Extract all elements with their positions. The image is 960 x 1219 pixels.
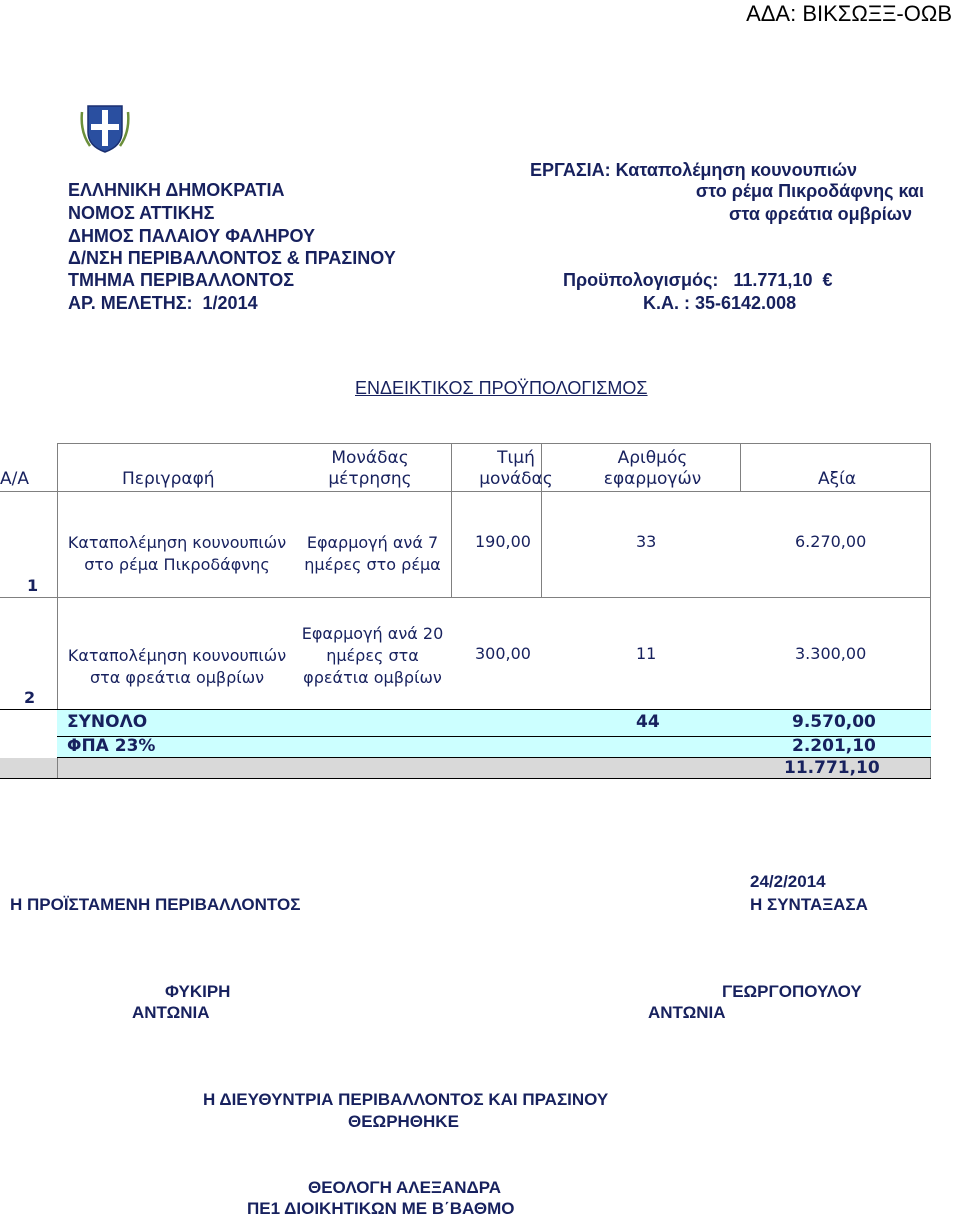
col-header-value: Αξία: [818, 469, 857, 489]
left-signatory-title: Η ΠΡΟΪΣΤΑΜΕΝΗ ΠΕΡΙΒΑΛΛΟΝΤΟΣ: [10, 895, 301, 914]
greek-emblem-icon: [80, 102, 130, 154]
director-rank: ΠΕ1 ΔΙΟΙΚΗΤΙΚΩΝ ΜΕ Β΄ΒΑΘΜΟ: [247, 1199, 515, 1218]
col-header-aa: Α/Α: [0, 469, 29, 489]
director-title: Η ΔΙΕΥΘΥΝΤΡΙΑ ΠΕΡΙΒΑΛΛΟΝΤΟΣ ΚΑΙ ΠΡΑΣΙΝΟΥ: [203, 1090, 609, 1109]
row2-aa: 2: [24, 688, 36, 707]
director-name: ΘΕΟΛΟΓΗ ΑΛΕΞΑΝΔΡΑ: [308, 1178, 502, 1197]
row1-value: 6.270,00: [795, 532, 867, 551]
row2-value: 3.300,00: [795, 644, 867, 663]
org-line-2: ΝΟΜΟΣ ΑΤΤΙΚΗΣ: [68, 203, 215, 223]
table-top-border: [57, 443, 931, 444]
org-line-5: ΤΜΗΜΑ ΠΕΡΙΒΑΛΛΟΝΤΟΣ: [68, 270, 294, 290]
row2-price: 300,00: [475, 644, 531, 663]
org-line-4: Δ/ΝΣΗ ΠΕΡΙΒΑΛΛΟΝΤΟΣ & ΠΡΑΣΙΝΟΥ: [68, 248, 396, 268]
total-label: ΣΥΝΟΛΟ: [67, 712, 148, 732]
row1-count: 33: [636, 532, 657, 551]
euro-icon: €: [822, 270, 833, 290]
col-header-price-2: μονάδας: [479, 469, 553, 489]
org-line-3: ΔΗΜΟΣ ΠΑΛΑΙΟΥ ΦΑΛΗΡΟΥ: [68, 226, 316, 246]
left-signatory-surname: ΦΥΚΙΡΗ: [165, 982, 231, 1001]
vat-value: 2.201,10: [792, 736, 876, 756]
approved-label: ΘΕΩΡΗΘΗΚΕ: [348, 1112, 459, 1131]
col-header-price-1: Τιμή: [497, 448, 535, 468]
budget-line: [563, 270, 833, 291]
col-header-count-2: εφαρμογών: [603, 469, 702, 489]
row2-desc: Καταπολέμηση κουνουπιών στα φρεάτια ομβρίων: [67, 646, 287, 687]
grand-total-left-bg: [0, 758, 57, 778]
signature-date: 24/2/2014: [750, 872, 826, 891]
row1-price: 190,00: [475, 532, 531, 551]
study-number: [68, 293, 258, 314]
row1-aa: 1: [27, 576, 39, 595]
total-count: 44: [636, 712, 660, 732]
study-value: 1/2014: [202, 293, 258, 313]
work-line-3: στα φρεάτια ομβρίων: [729, 204, 912, 224]
right-signatory-surname: ΓΕΩΡΓΟΠΟΥΛΟΥ: [722, 982, 862, 1001]
ada-code: ΑΔΑ: ΒΙΚΣΩΞΞ-ΟΩΒ: [746, 1, 952, 26]
row1-unit: Εφαρμογή ανά 7 ημέρες στο ρέμα: [304, 533, 441, 574]
study-label: ΑΡ. ΜΕΛΕΤΗΣ:: [68, 293, 193, 313]
col-header-unit-2: μέτρησης: [328, 469, 412, 489]
work-line-1: ΕΡΓΑΣΙΑ: Καταπολέμηση κουνουπιών: [530, 160, 858, 180]
budget-value: 11.771,10: [733, 270, 813, 290]
row1-bottom-border: [0, 597, 931, 598]
ka-code: Κ.Α. : 35-6142.008: [643, 293, 797, 313]
col-header-desc: Περιγραφή: [122, 469, 215, 489]
row1-desc: Καταπολέμηση κουνουπιών στο ρέμα Πικροδάφνης: [67, 533, 287, 574]
work-line-2: στο ρέμα Πικροδάφνης και: [695, 181, 924, 201]
row2-count: 11: [636, 644, 657, 663]
col-divider-value: [740, 443, 741, 491]
grand-total-bottom-border: [0, 778, 931, 779]
header-bottom-border: [0, 491, 931, 492]
budget-label: Προϋπολογισμός:: [563, 270, 719, 290]
total-value: 9.570,00: [792, 712, 876, 732]
right-signatory-name: ΑΝΤΩΝΙΑ: [648, 1003, 726, 1022]
org-line-1: ΕΛΛΗΝΙΚΗ ΔΗΜΟΚΡΑΤΙΑ: [68, 180, 285, 200]
left-signatory-name: ΑΝΤΩΝΙΑ: [132, 1003, 210, 1022]
vat-label: ΦΠΑ 23%: [67, 736, 156, 756]
col-header-unit-1: Μονάδας: [331, 448, 409, 468]
right-signatory-title: Η ΣΥΝΤΑΞΑΣΑ: [750, 895, 868, 914]
total-row-top-border: [0, 709, 931, 710]
page-title: ΕΝΔΕΙΚΤΙΚΟΣ ΠΡΟΫΠΟΛΟΓΙΣΜΟΣ: [355, 378, 648, 398]
col-header-count-1: Αριθμός: [617, 448, 688, 468]
row2-unit: Εφαρμογή ανά 20 ημέρες στα φρεάτια ομβρίων: [301, 624, 444, 687]
grand-total-value: 11.771,10: [784, 758, 880, 778]
